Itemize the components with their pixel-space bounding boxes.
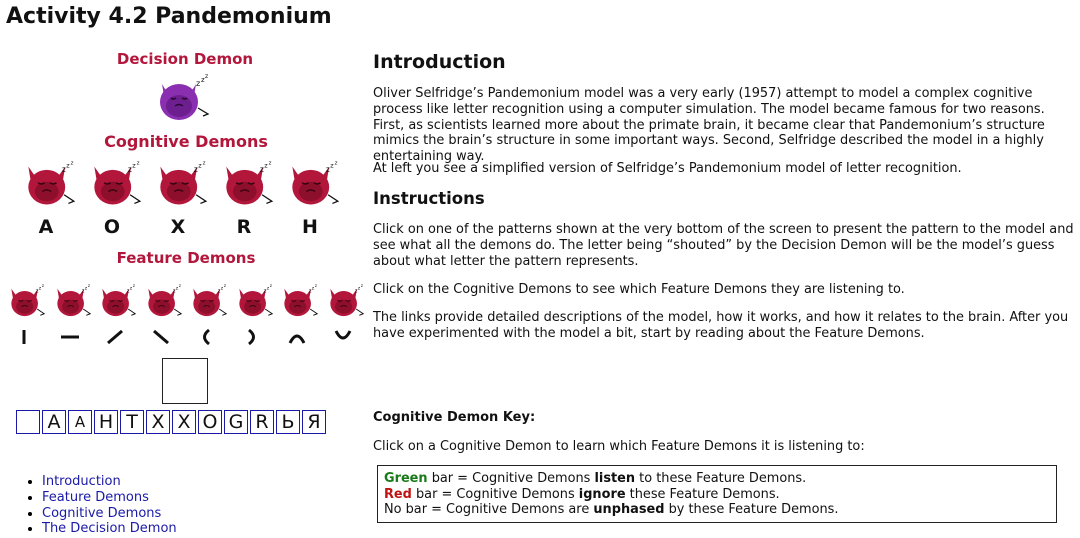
- svg-text:z: z: [66, 161, 70, 170]
- svg-text:z: z: [132, 284, 135, 289]
- open-curve-icon: [196, 328, 216, 350]
- nav-link-introduction[interactable]: Introduction: [42, 474, 121, 489]
- svg-text:z: z: [360, 284, 363, 289]
- nav-item-introduction: [42, 474, 177, 490]
- vertical-line-icon: [14, 328, 34, 350]
- instructions-paragraph-1: Click on one of the patterns shown at the very bottom of the screen to present the pattern to the model and see what all the demons do. The letter being “shouted” by the Decision Demon will be the model’s guess about what letter the pattern represents.: [373, 222, 1074, 269]
- nav-item-feature-demons: [42, 490, 177, 506]
- svg-text:z: z: [193, 165, 198, 174]
- pattern-display-box: [162, 358, 208, 404]
- red-word: Red: [384, 486, 412, 502]
- nav-links: [30, 474, 177, 537]
- svg-text:z: z: [357, 286, 360, 292]
- instructions-paragraph-3: The links provide detailed descriptions of the model, how it works, and how it relates to the brain. After you have experimented with the model a bit, start by reading about the Feature Demons.: [373, 310, 1069, 341]
- feature-demon-8: [327, 284, 365, 324]
- at-left-paragraph: At left you see a simplified version of Selfridge’s Pandemonium model of letter recognition.: [373, 161, 962, 176]
- nobar-text-c: by these Feature Demons.: [664, 502, 839, 518]
- red-text-a: bar = Cognitive Demons: [411, 486, 579, 502]
- svg-text:z: z: [266, 286, 269, 292]
- svg-text:z: z: [175, 286, 178, 292]
- decision-demon-icon: [154, 74, 212, 126]
- svg-text:z: z: [269, 284, 272, 289]
- cognitive-letter-a[interactable]: A: [38, 216, 54, 238]
- svg-text:z: z: [205, 74, 209, 80]
- svg-text:z: z: [41, 284, 44, 289]
- instructions-paragraph-2: Click on the Cognitive Demons to see which Feature Demons they are listening to.: [373, 282, 905, 297]
- pattern-tile-8[interactable]: O: [198, 410, 222, 434]
- cognitive-demon-x[interactable]: [156, 160, 208, 214]
- introduction-heading: Introduction: [373, 51, 506, 73]
- demon-icon: [90, 160, 142, 210]
- feature-demon-6: [236, 284, 274, 324]
- demon-icon: [190, 284, 228, 320]
- pattern-tile-10[interactable]: R: [250, 410, 274, 434]
- feature-demon-1: [8, 284, 46, 324]
- feature-demon-4: [145, 284, 183, 324]
- svg-text:z: z: [220, 286, 224, 292]
- svg-text:z: z: [259, 165, 264, 174]
- svg-text:z: z: [84, 286, 87, 292]
- instructions-heading: Instructions: [373, 189, 485, 208]
- nav-link-feature-demons[interactable]: Feature Demons: [42, 489, 149, 505]
- demon-icon: [288, 160, 340, 210]
- demon-icon: [327, 284, 365, 320]
- key-green-line: [384, 471, 1050, 487]
- pattern-tile-12[interactable]: Я: [302, 410, 326, 434]
- green-text-c: to these Feature Demons.: [635, 471, 807, 486]
- svg-text:z: z: [217, 288, 221, 295]
- decision-demon-label: Decision Demon: [116, 50, 254, 68]
- demon-icon: [145, 284, 183, 320]
- feature-demon-5: [190, 284, 228, 324]
- feature-demon-2: [54, 284, 92, 324]
- pattern-tile-1[interactable]: [16, 410, 40, 434]
- backslash-icon: [151, 328, 171, 350]
- decision-demon: [154, 74, 212, 126]
- svg-text:z: z: [178, 284, 181, 289]
- introduction-paragraph: Oliver Selfridge’s Pandemonium model was a very early (1957) attempt to model a complex cognitive process like letter recognition using a computer simulation. The model became famous for two reasons. First, as scientists learned more about the primate brain, it became clear that Pandemonium’s structure mimics the brain’s structure in some important ways. Second, Selfridge described the model in a highly entertaining way.: [373, 86, 1045, 165]
- nobar-text-b: unphased: [593, 502, 665, 518]
- svg-text:z: z: [264, 161, 268, 170]
- nav-item-cognitive-demons: [42, 506, 177, 522]
- svg-text:z: z: [263, 288, 266, 295]
- demon-icon: [222, 160, 274, 210]
- cognitive-demon-o[interactable]: [90, 160, 142, 214]
- key-heading: Cognitive Demon Key:: [373, 410, 536, 425]
- svg-text:z: z: [308, 288, 312, 295]
- cognitive-demon-r[interactable]: [222, 160, 274, 214]
- svg-text:z: z: [268, 160, 272, 167]
- green-text-a: bar = Cognitive Demons: [427, 471, 595, 486]
- pattern-selector: [16, 410, 326, 436]
- svg-text:z: z: [223, 284, 226, 289]
- pattern-tile-9[interactable]: G: [224, 410, 248, 434]
- feature-demons-label: Feature Demons: [116, 249, 256, 267]
- demon-icon: [54, 284, 92, 320]
- cognitive-letter-h[interactable]: H: [302, 216, 318, 238]
- demon-icon: [281, 284, 319, 320]
- feature-demon-3: [99, 284, 137, 324]
- nav-link-cognitive-demons[interactable]: Cognitive Demons: [42, 505, 162, 521]
- cognitive-letter-r[interactable]: R: [236, 216, 252, 238]
- green-text-b: listen: [594, 471, 636, 486]
- svg-text:z: z: [136, 160, 140, 167]
- pattern-tile-11[interactable]: Ь: [276, 410, 300, 434]
- svg-text:z: z: [354, 288, 357, 295]
- pattern-tile-6[interactable]: X: [146, 410, 170, 434]
- cup-icon: [333, 328, 353, 350]
- key-red-line: [384, 487, 1050, 503]
- close-curve-icon: [242, 328, 262, 350]
- page-title: Activity 4.2 Pandemonium: [6, 4, 332, 29]
- svg-text:z: z: [70, 160, 74, 167]
- pattern-tile-3[interactable]: A: [68, 410, 92, 434]
- svg-text:z: z: [196, 79, 201, 88]
- svg-text:z: z: [129, 286, 133, 292]
- svg-text:z: z: [311, 286, 315, 292]
- pattern-tile-7[interactable]: X: [172, 410, 196, 434]
- svg-text:z: z: [81, 288, 84, 295]
- horizontal-line-icon: [60, 328, 80, 350]
- nobar-text-a: No bar = Cognitive Demons are: [384, 502, 594, 518]
- nav-item-decision-demon: [42, 521, 177, 537]
- demon-icon: [8, 284, 46, 320]
- svg-text:z: z: [35, 288, 39, 295]
- green-word: Green: [384, 471, 428, 486]
- svg-text:z: z: [38, 286, 42, 292]
- arch-icon: [287, 328, 307, 350]
- key-intro: Click on a Cognitive Demon to learn which Feature Demons it is listening to:: [373, 439, 865, 454]
- svg-text:z: z: [198, 161, 202, 170]
- svg-text:z: z: [172, 288, 175, 295]
- svg-text:z: z: [132, 161, 136, 170]
- forward-slash-icon: [105, 328, 125, 350]
- cognitive-demon-h[interactable]: [288, 160, 340, 214]
- demon-icon: [156, 160, 208, 210]
- demon-icon: [24, 160, 76, 210]
- feature-demon-7: [281, 284, 319, 324]
- pattern-tile-4[interactable]: H: [94, 410, 118, 434]
- red-text-b: ignore: [578, 486, 626, 502]
- cognitive-demons-label: Cognitive Demons: [104, 132, 268, 151]
- svg-text:z: z: [330, 161, 334, 170]
- cognitive-demon-key: [377, 465, 1057, 523]
- pattern-tile-5[interactable]: T: [120, 410, 144, 434]
- demon-icon: [236, 284, 274, 320]
- svg-text:z: z: [61, 165, 66, 174]
- svg-text:z: z: [325, 165, 330, 174]
- demon-icon: [99, 284, 137, 320]
- cognitive-demon-a[interactable]: [24, 160, 76, 214]
- svg-text:z: z: [127, 165, 132, 174]
- svg-text:z: z: [201, 76, 205, 84]
- svg-text:z: z: [202, 160, 206, 167]
- pattern-tile-2[interactable]: A: [42, 410, 66, 434]
- cognitive-letter-x[interactable]: X: [170, 216, 186, 238]
- key-nobar-line: [384, 502, 1050, 518]
- svg-text:z: z: [314, 284, 317, 289]
- red-text-c: these Feature Demons.: [625, 486, 780, 502]
- svg-text:z: z: [334, 160, 338, 167]
- cognitive-letter-o[interactable]: O: [103, 216, 121, 238]
- svg-text:z: z: [87, 284, 90, 289]
- nav-link-decision-demon[interactable]: The Decision Demon: [42, 521, 177, 537]
- svg-text:z: z: [126, 288, 130, 295]
